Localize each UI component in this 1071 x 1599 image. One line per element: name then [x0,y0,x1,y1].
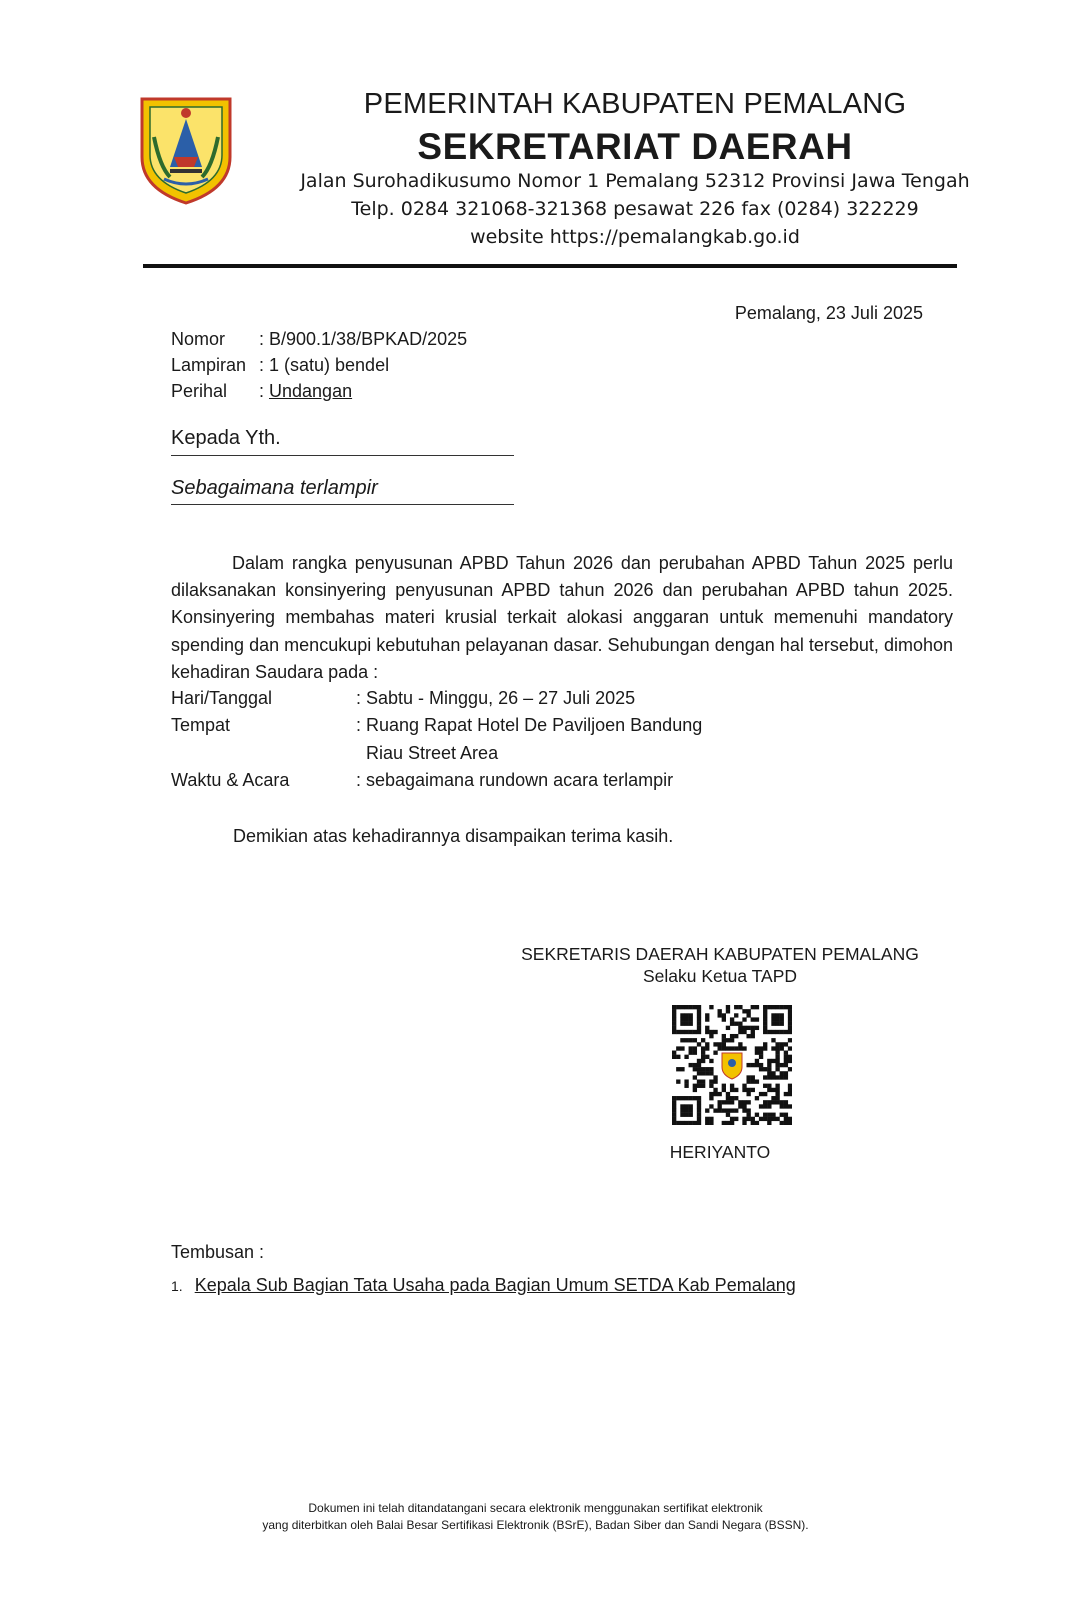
nomor-value: : B/900.1/38/BPKAD/2025 [259,329,468,349]
lampiran-label: Lampiran [171,355,247,375]
detail-hari [171,688,635,709]
tempat-label: Tempat [171,715,231,735]
coat-of-arms-icon [140,97,232,205]
signature-title: SEKRETARIS DAERAH KABUPATEN PEMALANG [521,944,919,964]
recipient-line [171,455,514,456]
tempat-value-2: Riau Street Area [366,743,499,763]
waktu-label: Waktu & Acara [171,770,290,790]
recipient-name: Sebagaimana terlampir [171,477,378,499]
closing-text: Demikian atas kehadirannya disampaikan terima kasih. [233,826,674,846]
recipient-line [171,504,514,505]
hari-label: Hari/Tanggal [171,688,273,708]
detail-tempat [171,715,702,736]
meta-lampiran [171,355,389,376]
tempat-value: : Ruang Rapat Hotel De Paviljoen Bandung [356,715,703,735]
letter-body: Dalam rangka penyusunan APBD Tahun 2026 dan perubahan APBD Tahun 2025 perlu dilaksanakan konsinyering penyusunan APBD tahun 2026 dan perubahan APBD tahun 2025. Konsinyering membahas materi krusial terkait alokasi anggaran untuk memenuhi mandatory spending dan mencukupi kebutuhan pelayanan dasar. Sehubungan dengan hal tersebut, dimohon kehadiran Saudara pada : [171,553,953,682]
header-address: Jalan Surohadikusumo Nomor 1 Pemalang 52312 Provinsi Jawa Tengah [300,170,970,192]
meta-perihal [171,381,352,402]
lampiran-value: : 1 (satu) bendel [259,355,390,375]
header-government: PEMERINTAH KABUPATEN PEMALANG [363,88,907,120]
signatory-name: HERIYANTO [669,1142,771,1162]
letter-date: Pemalang, 23 Juli 2025 [734,303,923,323]
meta-nomor [171,329,467,350]
perihal-label: Perihal [171,381,228,401]
nomor-label: Nomor [171,329,226,349]
tembusan-label: Tembusan : [171,1242,265,1262]
tembusan-item [171,1275,796,1296]
waktu-value: : sebagaimana rundown acara terlampir [356,770,674,790]
header-phone: Telp. 0284 321068-321368 pesawat 226 fax (0284) 322229 [351,198,919,220]
signature-subtitle: Selaku Ketua TAPD [642,966,798,986]
qr-center-logo-icon [722,1053,742,1079]
footer-line-1: Dokumen ini telah ditandatangani secara elektronik menggunakan sertifikat elektronik [308,1501,763,1515]
header-divider [143,264,957,268]
hari-value: : Sabtu - Minggu, 26 – 27 Juli 2025 [356,688,636,708]
perihal-colon: : [259,381,270,401]
header-website: website https://pemalangkab.go.id [470,226,800,248]
qr-code-icon [672,1005,792,1125]
detail-waktu [171,770,673,791]
tembusan-item-text: Kepala Sub Bagian Tata Usaha pada Bagian Umum SETDA Kab Pemalang [194,1275,796,1295]
tembusan-item-number: 1. [171,1278,183,1294]
recipient-greeting: Kepada Yth. [171,427,281,449]
header-secretariat: SEKRETARIAT DAERAH [417,126,853,167]
perihal-value: Undangan [269,381,353,401]
footer-line-2: yang diterbitkan oleh Balai Besar Sertifikasi Elektronik (BSrE), Badan Siber dan Sandi Negara (BSSN). [262,1518,809,1532]
